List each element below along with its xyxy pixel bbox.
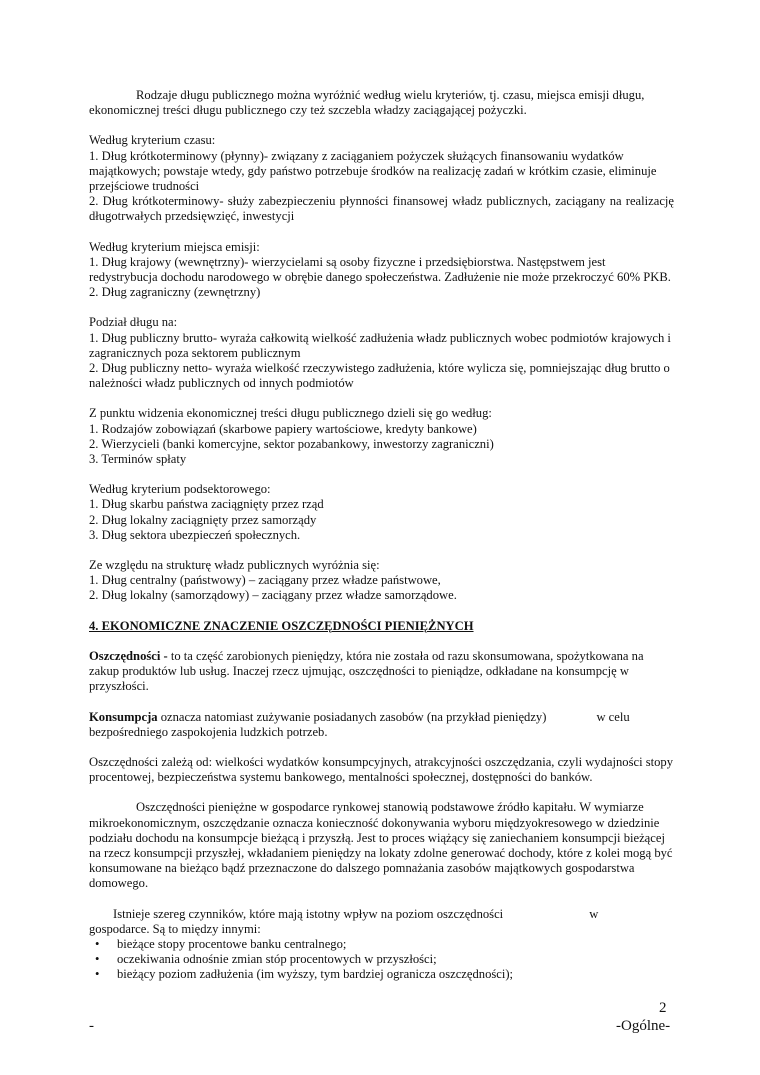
factors-list xyxy=(89,937,674,983)
page-number: 2 xyxy=(659,1000,667,1016)
savings-money-paragraph: Oszczędności pieniężne w gospodarce rynkowej stanowią podstawowe źródło kapitału. W wymiarze mikroekonomicznym, oszczędzanie oznacza konieczność dokonywania wyboru międzyokresowego w dziedzinie podziału dochodu na konsumpcje bieżącą i przyszłą. Jest to proces wiążący się zaniechaniem konsumpcji bieżącej na rzecz konsumpcji przyszłej, wkładaniem pieniędzy na lokaty zdolne generować dochody, które z kolei mogą być konsumowane na bieżąco bądź przeznaczone do dalszego pomnażania zasobów majątkowych gospodarstwa domowego. xyxy=(89,800,673,891)
economic-item: 2. Wierzycieli (banki komercyjne, sektor pozabankowy, inwestorzy zagraniczni) xyxy=(89,436,494,451)
economic-item: 1. Rodzajów zobowiązań (skarbowe papiery wartościowe, kredyty bankowe) xyxy=(89,421,477,436)
division-item: 2. Dług publiczny netto- wyraża wielkość rzeczywistego zadłużenia, które wylicza się, pomniejszając dług brutto o należności władz publicznych od innych podmiotów xyxy=(89,361,670,391)
place-criterion-item: 2. Dług zagraniczny (zewnętrzny) xyxy=(89,285,261,300)
division-title: Podział długu na: xyxy=(89,315,178,330)
savings-definition xyxy=(89,649,674,695)
savings-term: Oszczędności - xyxy=(89,648,168,663)
consumption-definition-tail: w celu xyxy=(596,709,630,724)
consumption-definition-text-2: bezpośredniego zaspokojenia ludzkich potrzeb. xyxy=(89,724,328,739)
subsector-item: 3. Dług sektora ubezpieczeń społecznych. xyxy=(89,527,301,542)
place-criterion-title: Według kryterium miejsca emisji: xyxy=(89,239,260,254)
section-heading: 4. EKONOMICZNE ZNACZENIE OSZCZĘDNOŚCI PIENIĘŻNYCH xyxy=(89,618,474,633)
savings-definition-text: to ta część zarobionych pieniędzy, która nie została od razu skonsumowana, spożytkowana na zakup produktów lub usług. Inaczej rzecz ujmując, oszczędności to pieniądze, odkładane na konsumpcję w przyszłości. xyxy=(89,648,644,694)
structure-item: 2. Dług lokalny (samorządowy) – zaciągany przez władze samorządowe. xyxy=(89,588,457,603)
list-item: • bieżący poziom zadłużenia (im wyższy, tym bardziej ogranicza oszczędności); xyxy=(89,967,674,982)
consumption-definition xyxy=(89,710,674,740)
footer-right: -Ogólne- xyxy=(616,1018,671,1034)
document-body xyxy=(89,88,674,983)
structure-item: 1. Dług centralny (państwowy) – zaciągany przez władze państwowe, xyxy=(89,573,441,588)
economic-item: 3. Terminów spłaty xyxy=(89,452,187,467)
subsector-item: 1. Dług skarbu państwa zaciągnięty przez rząd xyxy=(89,497,324,512)
subsector-item: 2. Dług lokalny zaciągnięty przez samorządy xyxy=(89,512,317,527)
place-criterion-item: 1. Dług krajowy (wewnętrzny)- wierzycielami są osoby fizyczne i przedsiębiorstwa. Następstwem jest redystrybucja dochodu narodowego w obrębie danego społeczeństwa. Zadłużenie nie może przekroczyć 60% PKB. xyxy=(89,254,671,285)
subsector-title: Według kryterium podsektorowego: xyxy=(89,482,271,497)
time-criterion-item: 2. Dług krótkoterminowy- służy zabezpieczeniu płynności finansowej władz publicznych, zaciągany na realizację długotrwałych przedsięwzięć, inwestycji xyxy=(89,194,674,224)
consumption-definition-text: oznacza natomiast zużywanie posiadanych zasobów (na przykład pieniędzy) xyxy=(157,709,547,724)
list-item: • bieżące stopy procentowe banku centralnego; xyxy=(89,937,674,952)
factors-tail: w xyxy=(589,906,599,921)
factors-paragraph xyxy=(89,907,674,937)
intro-paragraph: Rodzaje długu publicznego można wyróżnić według wielu kryteriów, tj. czasu, miejsca emisji długu, ekonomicznej treści długu publicznego czy też szczebla władzy zaciągającej pożyczki. xyxy=(89,88,645,118)
structure-title: Ze względu na strukturę władz publicznych wyróżnia się: xyxy=(89,558,380,573)
factors-lead-2: gospodarce. Są to między innymi: xyxy=(89,921,261,936)
economic-title: Z punktu widzenia ekonomicznej treści długu publicznego dzieli się go według: xyxy=(89,406,492,421)
division-item: 1. Dług publiczny brutto- wyraża całkowitą wielkość zadłużenia władz publicznych wobec podmiotów krajowych i zagranicznych poza sektorem publicznym xyxy=(89,330,671,360)
savings-depend-paragraph: Oszczędności zależą od: wielkości wydatków konsumpcyjnych, atrakcyjności oszczędzania, czyli wydajności stopy procentowej, bezpieczeństwa systemu bankowego, mentalności społecznej, dostępności do banków. xyxy=(89,754,674,785)
list-item: • oczekiwania odnośnie zmian stóp procentowych w przyszłości; xyxy=(89,952,674,967)
consumption-term: Konsumpcja xyxy=(89,709,158,724)
time-criterion-title: Według kryterium czasu: xyxy=(89,133,216,148)
time-criterion-item: 1. Dług krótkoterminowy (płynny)- związany z zaciąganiem pożyczek służących finansowaniu wydatków majątkowych; powstaje wtedy, gdy państwo potrzebuje środków na realizację zadań w krótkim czasie, eliminuje przejściowe trudności xyxy=(89,148,657,194)
factors-lead: Istnieje szereg czynników, które mają istotny wpływ na poziom oszczędności xyxy=(113,906,504,921)
footer-left: - xyxy=(89,1018,94,1034)
